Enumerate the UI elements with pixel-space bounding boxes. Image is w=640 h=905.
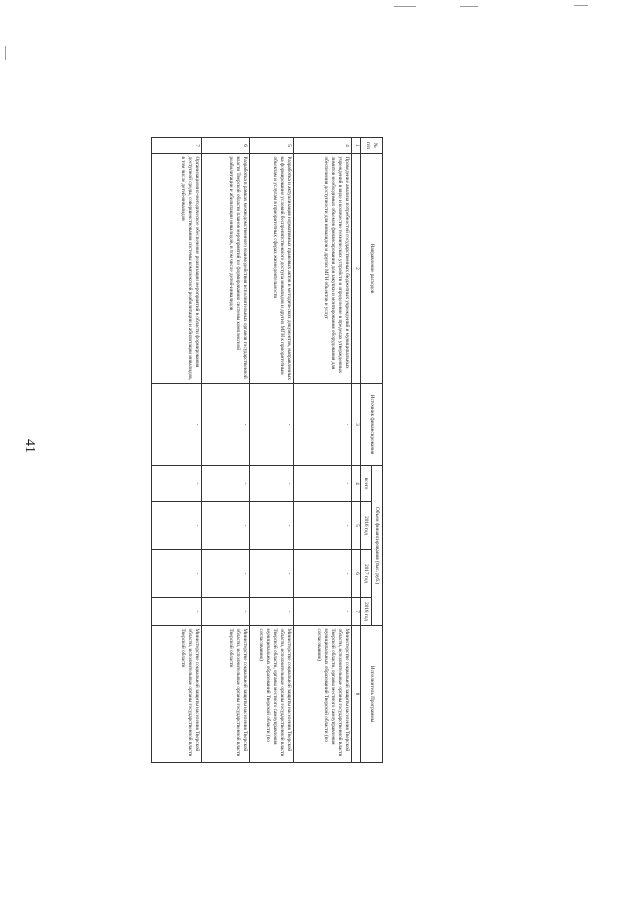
row-2017: - <box>202 550 250 598</box>
row-total: - <box>202 466 250 502</box>
row-total: - <box>152 466 202 502</box>
row-2016: - <box>250 502 294 550</box>
row-total: - <box>250 466 294 502</box>
row-direction: Проведение анализа потребностей государственных бюджетных учреждений и муниципальных учреждений в виде и количестве технических устройств и определение в пределах утвержденных лимитов необходимых объемов финансирования для закупки и монтирования оборудования для обеспечения доступности для инвалидов и других МГН объектов и услуг <box>294 154 352 384</box>
row-source: - <box>202 384 250 466</box>
row-2016: - <box>152 502 202 550</box>
row-source: - <box>250 384 294 466</box>
header-executors: Исполнитель Программы <box>360 626 382 763</box>
row-num: 6 <box>202 138 250 154</box>
row-total: - <box>294 466 352 502</box>
row-executor: Министерство социальной защиты населения Тверской области, исполнительные органы государственной власти Тверской области, органы местного самоуправления муниципальных образований Тверской области (по согласованию) <box>294 626 352 763</box>
row-2017: - <box>294 550 352 598</box>
row-num: 4 <box>294 138 352 154</box>
row-2017: - <box>152 550 202 598</box>
row-executor: Министерство социальной защиты населения Тверской области, исполнительные органы государственной власти Тверской области <box>152 626 202 763</box>
header-total: всего <box>360 466 371 502</box>
financing-table <box>123 137 383 762</box>
table-row <box>294 138 352 763</box>
header-2016: 2016 год <box>360 502 371 550</box>
scan-mark-top-left <box>394 6 416 7</box>
header-2017: 2017 год <box>360 550 371 598</box>
table-row <box>202 138 250 763</box>
page-number: 41 <box>22 439 37 453</box>
col-number: 6 <box>352 550 361 598</box>
scan-mark-left <box>5 46 6 60</box>
col-number: 7 <box>352 598 361 626</box>
col-number: 4 <box>352 466 361 502</box>
table-row <box>152 138 202 763</box>
scan-mark-top-right <box>574 5 588 6</box>
header-2018: 2018 год <box>360 598 371 626</box>
col-number: 2 <box>352 154 361 384</box>
row-num: 7 <box>152 138 202 154</box>
col-number: 8 <box>352 626 361 763</box>
header-num: № п/п <box>360 138 382 154</box>
row-source: - <box>294 384 352 466</box>
row-2018: - <box>294 598 352 626</box>
header-source: Источник финансирования <box>360 384 382 466</box>
table-row <box>250 138 294 763</box>
col-number: 5 <box>352 502 361 550</box>
row-2018: - <box>250 598 294 626</box>
row-executor: Министерство социальной защиты населения Тверской области, исполнительные органы государственной власти Тверской области <box>202 626 250 763</box>
header-direction: Направление расходов <box>360 154 382 384</box>
row-2016: - <box>202 502 250 550</box>
row-direction: Организационно-методическое обеспечение реализации мероприятий в области формирования доступной среды, совершенствования системы комплексной реабилитации и абилитации инвалидов, в том числе детей-инвалидов <box>152 154 202 384</box>
row-2016: - <box>294 502 352 550</box>
row-2018: - <box>152 598 202 626</box>
row-direction: Разработка и актуализация нормативных правовых актов и методических документов, направленных на формирование условий беспрепятственного доступа инвалидов и других МГН к приоритетным объектам и услугам в приоритетных сферах жизнедеятельности <box>250 154 294 384</box>
col-number: 1 <box>352 138 361 154</box>
row-direction: Разработка в рамках межведомственного взаимодействия исполнительных органов государственной власти Тверской области планов мероприятий по формированию системы комплексной реабилитации и абилитации инвалидов, в том числе детей-инвалидов <box>202 154 250 384</box>
row-2017: - <box>250 550 294 598</box>
row-executor: Министерство социальной защиты населения Тверской области, исполнительные органы государственной власти Тверской области, органы местного самоуправления муниципальных образований Тверской области (по согласованию) <box>250 626 294 763</box>
scan-mark-top-mid <box>460 6 478 7</box>
row-2018: - <box>202 598 250 626</box>
row-source: - <box>152 384 202 466</box>
header-volume: Объем финансирования (тыс. руб.) <box>371 466 382 626</box>
row-num: 5 <box>250 138 294 154</box>
col-number: 3 <box>352 384 361 466</box>
